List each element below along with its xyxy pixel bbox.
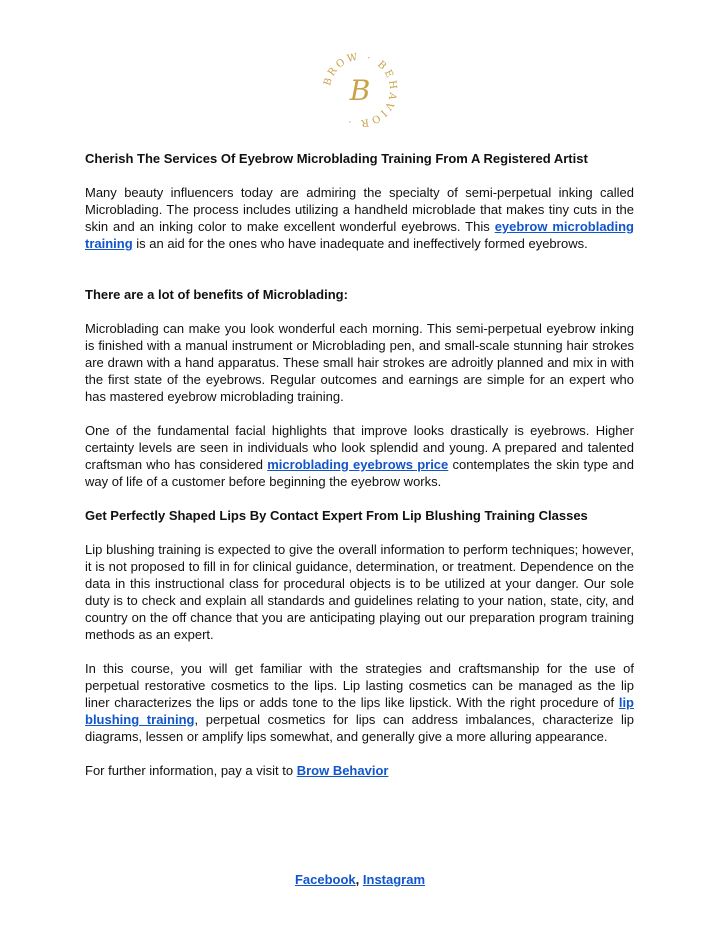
footer-separator: , xyxy=(355,872,360,887)
paragraph-course: In this course, you will get familiar with the strategies and craftsmanship for the use of perpetual restorative cosmetics to the lips. Lip lasting cosmetics can be managed as the lip liner characterizes the lips or adds tone to the lips like lipstick. With the right procedure of lip blushing training, perpetual cosmetics for lips can address imbalances, characterize lip diagrams, lessen or amplify lips somewhat, and generally give a more alluring appearance. xyxy=(85,661,635,744)
logo-ring-text: BROW · BEHAVIOR · xyxy=(322,51,399,129)
footer-social-links xyxy=(0,872,720,887)
heading-benefits: There are a lot of benefits of Microblading: xyxy=(85,287,348,302)
brand-logo xyxy=(318,48,402,132)
link-facebook[interactable]: Facebook xyxy=(294,872,356,887)
paragraph-intro: Many beauty influencers today are admiring the specialty of semi-perpetual inking called Microblading. The process includes utilizing a handheld microblade that makes tiny cuts in the skin and an inking color to make excellent wonderful eyebrows. This eyebrow microblading training is an aid for the ones who have inadequate and ineffectively formed eyebrows. xyxy=(85,185,634,251)
logo-monogram: B xyxy=(349,74,371,107)
document-body xyxy=(85,150,634,779)
brand-logo-emblem xyxy=(318,48,402,132)
paragraph-benefits: Microblading can make you look wonderful each morning. This semi-perpetual eyebrow inking is finished with a manual instrument or Microblading pen, and small-scale stunning hair strokes are drawn with a hand apparatus. These small hair strokes are adroitly planned and mix in with the first state of the eyebrows. Regular outcomes and earnings are simple for an expert who has mastered eyebrow microblading training. xyxy=(85,321,634,404)
link-lip-blushing-training[interactable]: lip blushing training xyxy=(85,695,634,727)
link-brow-behavior[interactable]: Brow Behavior xyxy=(296,763,389,778)
paragraph-lip-training: Lip blushing training is expected to give the overall information to perform techniques; however, it is not proposed to fill in for clinical guidance, determination, or treatment. Dependence on the data in this instructional class for procedural objects is to be utilized at your danger. Our sole duty is to check and explain all standards and guidelines relating to your nation, state, city, and country on the off chance that you are anticipating playing out our preparation program training methods as an expert. xyxy=(85,542,634,642)
link-instagram[interactable]: Instagram xyxy=(362,872,426,887)
heading-lip-blushing: Get Perfectly Shaped Lips By Contact Expert From Lip Blushing Training Classes xyxy=(85,508,588,523)
paragraph-further-info: For further information, pay a visit to Brow Behavior xyxy=(85,763,389,778)
link-eyebrow-microblading-training[interactable]: eyebrow microblading training xyxy=(85,219,634,251)
link-microblading-eyebrows-price[interactable]: microblading eyebrows price xyxy=(267,457,449,472)
paragraph-facial-highlights: One of the fundamental facial highlights that improve looks drastically is eyebrows. Higher certainty levels are seen in individuals who look splendid and young. A prepared and talented craftsman who has considered microblading eyebrows price contemplates the skin type and way of life of a customer before beginning the eyebrow works. xyxy=(85,423,634,489)
heading-eyebrow-training: Cherish The Services Of Eyebrow Microblading Training From A Registered Artist xyxy=(85,151,588,166)
